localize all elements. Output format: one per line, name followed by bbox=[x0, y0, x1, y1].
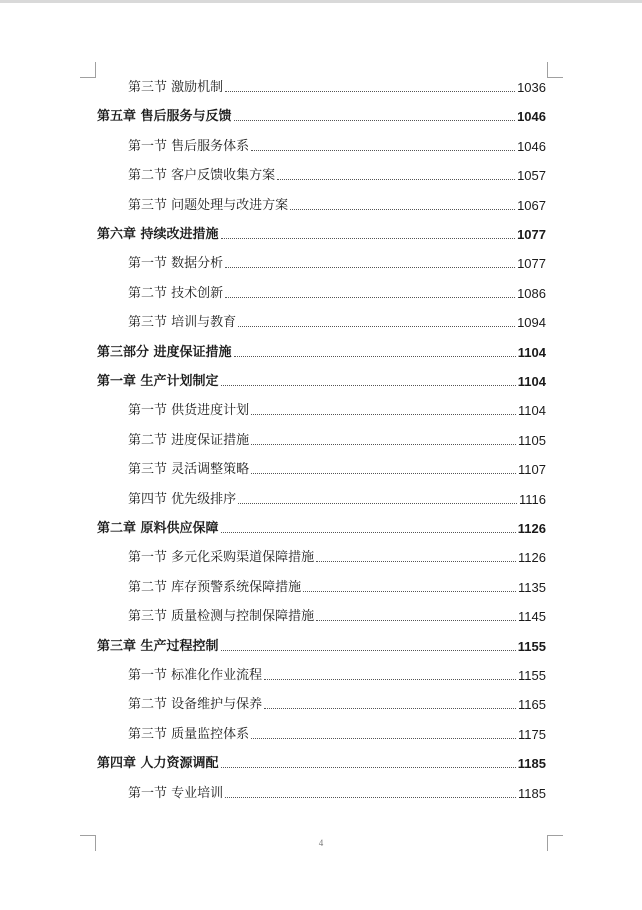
toc-entry-page: 1145 bbox=[518, 609, 546, 625]
toc-entry-title: 第一节 标准化作业流程 bbox=[128, 668, 263, 683]
toc-dot-leader bbox=[238, 502, 517, 504]
toc-section-entry[interactable] bbox=[128, 74, 546, 96]
toc-entry-page: 1104 bbox=[518, 403, 546, 419]
toc-dot-leader bbox=[251, 443, 516, 445]
toc-section-entry[interactable] bbox=[128, 721, 546, 743]
toc-section-entry[interactable] bbox=[128, 456, 546, 478]
toc-entry-title: 第五章 售后服务与反馈 bbox=[97, 109, 232, 125]
toc-section-entry[interactable] bbox=[128, 250, 546, 272]
toc-dot-leader bbox=[303, 590, 516, 592]
toc-section-entry[interactable] bbox=[128, 662, 546, 684]
toc-entry-page: 1104 bbox=[517, 374, 546, 389]
toc-section-entry[interactable] bbox=[128, 133, 546, 155]
toc-dot-leader bbox=[225, 266, 515, 268]
toc-entry-title: 第三部分 进度保证措施 bbox=[97, 344, 232, 360]
toc-entry-title: 第三节 激励机制 bbox=[128, 80, 224, 95]
toc-dot-leader bbox=[251, 413, 516, 415]
toc-dot-leader bbox=[234, 355, 516, 357]
toc-entry-title: 第三章 生产过程控制 bbox=[97, 638, 219, 654]
toc-entry-page: 1094 bbox=[517, 315, 546, 331]
toc-entry-page: 1036 bbox=[517, 80, 546, 95]
toc-entry-title: 第六章 持续改进措施 bbox=[97, 227, 219, 242]
toc-entry-page: 1105 bbox=[518, 432, 546, 448]
toc-dot-leader bbox=[221, 237, 516, 239]
toc-entry-title: 第一节 供货进度计划 bbox=[128, 403, 250, 419]
toc-chapter-entry[interactable] bbox=[97, 515, 546, 537]
toc-entry-title: 第三节 质量检测与控制保障措施 bbox=[128, 609, 315, 625]
toc-entry-page: 1175 bbox=[518, 726, 546, 742]
toc-entry-page: 1165 bbox=[518, 697, 546, 713]
toc-dot-leader bbox=[251, 149, 515, 151]
page-number: 4 bbox=[318, 838, 324, 848]
toc-dot-leader bbox=[251, 472, 516, 474]
toc-entry-page: 1185 bbox=[518, 785, 546, 801]
toc-dot-leader bbox=[264, 678, 516, 680]
toc-section-entry[interactable] bbox=[128, 780, 546, 802]
toc-entry-page: 1185 bbox=[517, 756, 546, 772]
toc-section-entry[interactable] bbox=[128, 309, 546, 331]
toc-entry-page: 1104 bbox=[517, 344, 546, 360]
toc-chapter-entry[interactable] bbox=[97, 633, 546, 655]
toc-dot-leader bbox=[251, 737, 516, 739]
toc-section-entry[interactable] bbox=[128, 603, 546, 625]
toc-chapter-entry[interactable] bbox=[97, 750, 546, 772]
toc-entry-title: 第三节 问题处理与改进方案 bbox=[128, 197, 289, 213]
toc-entry-page: 1077 bbox=[517, 227, 546, 242]
toc-entry-title: 第一章 生产计划制定 bbox=[97, 374, 219, 389]
toc-section-entry[interactable] bbox=[128, 192, 546, 214]
toc-section-entry[interactable] bbox=[128, 162, 546, 184]
toc-entry-page: 1077 bbox=[517, 256, 546, 272]
toc-entry-page: 1116 bbox=[519, 491, 546, 507]
toc-entry-title: 第二节 技术创新 bbox=[128, 285, 224, 301]
toc-entry-title: 第二章 原料供应保障 bbox=[97, 521, 219, 536]
toc-entry-page: 1086 bbox=[517, 285, 546, 301]
toc-dot-leader bbox=[234, 119, 516, 121]
toc-section-entry[interactable] bbox=[128, 427, 546, 449]
toc-section-entry[interactable] bbox=[128, 397, 546, 419]
toc-dot-leader bbox=[225, 90, 515, 92]
toc-entry-page: 1046 bbox=[517, 109, 546, 125]
toc-entry-title: 第三节 培训与教育 bbox=[128, 315, 237, 331]
toc-dot-leader bbox=[221, 766, 516, 768]
page-top-border bbox=[0, 0, 642, 3]
crop-mark-top-left bbox=[80, 62, 96, 78]
toc-entry-page: 1135 bbox=[518, 579, 546, 595]
toc-entry-title: 第四章 人力资源调配 bbox=[97, 756, 219, 772]
toc-entry-title: 第一节 数据分析 bbox=[128, 256, 224, 272]
toc-entry-page: 1067 bbox=[517, 197, 546, 213]
toc-dot-leader bbox=[277, 178, 515, 180]
toc-entry-page: 1126 bbox=[518, 550, 546, 566]
toc-entry-title: 第三节 质量监控体系 bbox=[128, 726, 250, 742]
toc-section-entry[interactable] bbox=[128, 280, 546, 302]
toc-chapter-entry[interactable] bbox=[97, 339, 546, 361]
toc-entry-title: 第一节 售后服务体系 bbox=[128, 138, 250, 154]
toc-entry-title: 第三节 灵活调整策略 bbox=[128, 462, 250, 478]
toc-dot-leader bbox=[316, 560, 516, 562]
toc-dot-leader bbox=[225, 796, 516, 798]
toc-entry-title: 第四节 优先级排序 bbox=[128, 491, 237, 507]
toc-section-entry[interactable] bbox=[128, 544, 546, 566]
toc-entry-page: 1107 bbox=[518, 462, 546, 478]
toc-entry-title: 第二节 进度保证措施 bbox=[128, 432, 250, 448]
toc-entry-page: 1126 bbox=[517, 521, 546, 536]
toc-dot-leader bbox=[238, 325, 515, 327]
toc-dot-leader bbox=[221, 384, 516, 386]
toc-entry-title: 第一节 多元化采购渠道保障措施 bbox=[128, 550, 315, 566]
toc-entry-title: 第二节 库存预警系统保障措施 bbox=[128, 579, 302, 595]
toc-dot-leader bbox=[221, 531, 516, 533]
toc-entry-page: 1155 bbox=[517, 638, 546, 654]
toc-entry-page: 1155 bbox=[518, 668, 546, 683]
toc-dot-leader bbox=[221, 649, 516, 651]
toc-entry-title: 第二节 设备维护与保养 bbox=[128, 697, 263, 713]
toc-section-entry[interactable] bbox=[128, 691, 546, 713]
toc-entry-page: 1057 bbox=[517, 168, 546, 184]
toc-chapter-entry[interactable] bbox=[97, 368, 546, 390]
toc-dot-leader bbox=[264, 707, 516, 709]
toc-dot-leader bbox=[225, 296, 515, 298]
toc-chapter-entry[interactable] bbox=[97, 103, 546, 125]
toc-dot-leader bbox=[316, 619, 516, 621]
crop-mark-top-right bbox=[547, 62, 563, 78]
toc-entry-title: 第一节 专业培训 bbox=[128, 785, 224, 801]
toc-entry-title: 第二节 客户反馈收集方案 bbox=[128, 168, 276, 184]
toc-dot-leader bbox=[290, 208, 515, 210]
toc-entry-page: 1046 bbox=[517, 138, 546, 154]
toc-section-entry[interactable] bbox=[128, 486, 546, 508]
toc-chapter-entry[interactable] bbox=[97, 221, 546, 243]
toc-section-entry[interactable] bbox=[128, 574, 546, 596]
